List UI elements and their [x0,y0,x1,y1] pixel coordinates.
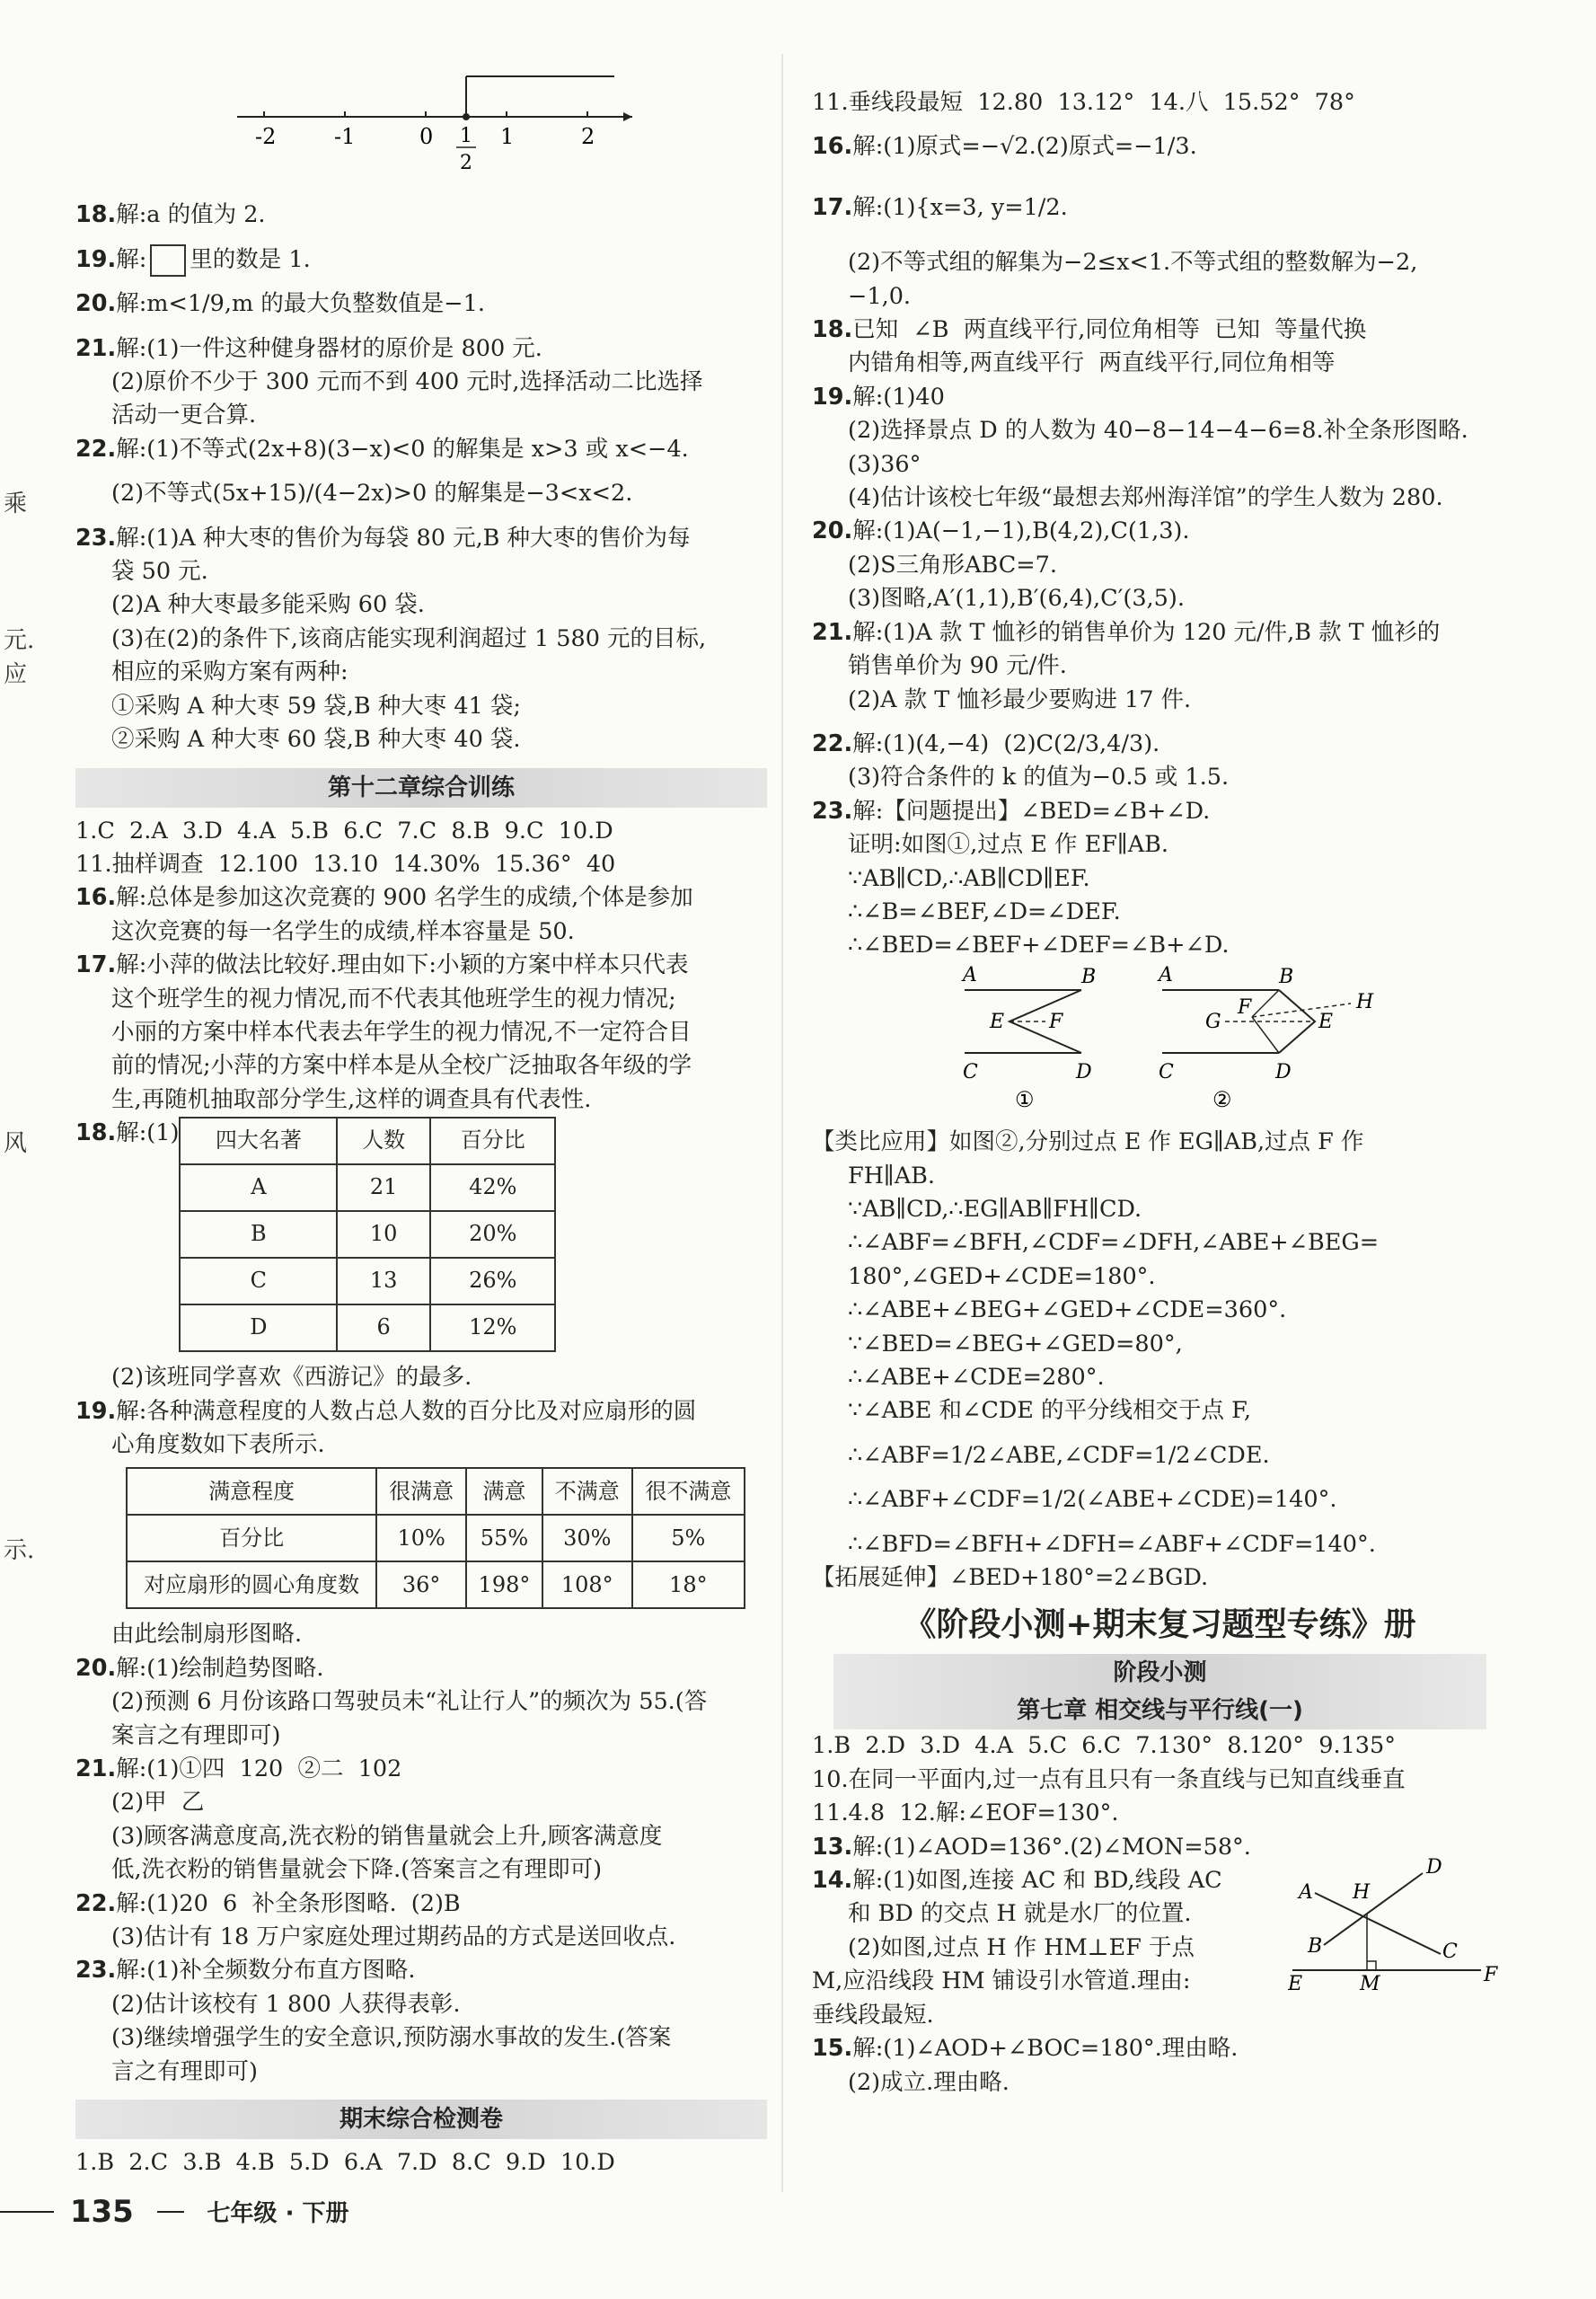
q-num: 20. [75,290,117,318]
blank-box [150,244,186,277]
left-column: -2 -1 0 1 2 1 2 18.解:a 的值为 2. 19.解: 里的数是 1. 20.解:m<1/9,m 的最大负整数值是−1. 21.解:(1)一件这种健身器材的原价是 800 元. (2)原价不少于 300 元而不到 400 元时,选择活动二比选择 活动一更合算. 22.解:(1)不等式(2x+8)(3−x)<0 的解集是 x>3 或 x<−4. (2)不等式(5x+15)/(4−2x)>0 的解集是−3<x<2. 23.解:(1)A 种大枣的售价为每袋 80 元,B 种大枣的售价为每 袋 50 元. (2)A 种大枣最多能采购 60 袋. (3)在(2)的条件下,该商店能实现利润超过 1 580 元的目标, 相应的采购方案有两种: ①采购 A 种大枣 59 袋,B 种大枣 41 袋; ②采购 A 种大枣 60 袋,B 种大枣 40 袋. 第十二章综合训练 1.C 2.A 3.D 4.A 5.B 6.C 7.C 8.B 9.C 10.D 11.抽样调查 12.100 13.10 14.30% 15.36° 40 16.解:总体是参加这次竞赛的 900 名学生的成绩,个体是参加 这次竞赛的每一名学生的成绩,样本容量是 50. 17.解:小萍的做法比较好.理由如下:小颖的方案中样本只代表 这个班学生的视力情况,而不代表其他班学生的视力情况; 小丽的方案中样本代表去年学生的视力情况,不一定符合目 前的情况;小萍的方案中样本是从全校广泛抽取各年级的学 生,再随机抽取部分学生,这样的调查具有代表性. 18.解:(1) 四大名著 人数 百分比 A 21 42% B 10 20% C 13 26% D 6 12% (2)该班同学喜欢《西游记》的最多. 19.解:各种满意程度的人数占总人数的百分比及对应扇形的圆 心角度数如下表所示. 满意程度 很满意 满意 不满意 很不满意 百分比 10% 55% 30% 5% 对应扇形的圆心角度数 36° 198° 108° 18° 由此绘制扇形图略. 20.解:(1)绘制趋势图略. (2)预测 6 月份该路口驾驶员未“礼让行人”的频次为 55.(答 案言之有理即可) 21.解:(1)①四 120 ②二 102 (2)甲 乙 (3)顾客满意度高,洗衣粉的销售量就会上升,顾客满意度 低,洗衣粉的销售量就会下降.(答案言之有理即可) 22.解:(1)20 6 补全条形图略. (2)B (3)估计有 18 万户家庭处理过期药品的方式是送回收点. 23.解:(1)补全频数分布直方图略. (2)估计该校有 1 800 人获得表彰. (3)继续增强学生的安全意识,预防溺水事故的发生.(答案 言之有理即可) 期末综合检测卷 1.B 2.C 3.B 4.B 5.D 6.A 7.D 8.C 9.D 10.D [75,81,767,2180]
section-title-ch12: 第十二章综合训练 [75,768,767,808]
tick-label: -2 [255,124,277,149]
geometry-figures [956,963,1423,1116]
svg-text:②: ② [1212,1086,1232,1112]
svg-text:M: M [1360,1973,1380,1991]
page-footer [0,2192,349,2230]
svg-text:A: A [1159,963,1173,986]
q-num: 22. [75,435,117,463]
q-num: 19. [75,245,117,273]
section-title-final: 期末综合检测卷 [75,2100,767,2139]
svg-text:C: C [963,1060,978,1083]
svg-text:B: B [1308,1935,1323,1959]
svg-text:H: H [1356,990,1374,1013]
svg-text:A: A [963,963,977,986]
right-column: 11.垂线段最短 12.80 13.12° 14.八 15.52° 78° 16.解:(1)原式=−√2.(2)原式=−1/3. 17.解:(1){x=3, y=1/2. (2)不等式组的解集为−2≤x<1.不等式组的整数解为−2, −1,0. 18.已知 ∠B 两直线平行,同位角相等 已知 等量代换 内错角相等,两直线平行 两直线平行,同位角相等 19.解:(1)40 (2)选择景点 D 的人数为 40−8−14−4−6=8.补全条形图略. (3)36° (4)估计该校七年级“最想去郑州海洋馆”的学生人数为 280. 20.解:(1)A(−1,−1),B(4,2),C(1,3). (2)S三角形ABC=7. (3)图略,A′(1,1),B′(6,4),C′(3,5). 21.解:(1)A 款 T 恤衫的销售单价为 120 元/件,B 款 T 恤衫的 销售单价为 90 元/件. (2)A 款 T 恤衫最少要购进 17 件. 22.解:(1)(4,−4) (2)C(2/3,4/3). (3)符合条件的 k 的值为−0.5 或 1.5. 23.解:【问题提出】∠BED=∠B+∠D. 证明:如图①,过点 E 作 EF∥AB. ∵AB∥CD,∴AB∥CD∥EF. ∴∠B=∠BEF,∠D=∠DEF. ∴∠BED=∠BEF+∠DEF=∠B+∠D. A B E F C D ① A B F H G E C D ② 【类比应用】如图②,分别过点 E 作 EG∥AB,过点 F 作 FH∥AB. ∵AB∥CD,∴EG∥AB∥FH∥CD. ∴∠ABF=∠BFH,∠CDF=∠DFH,∠ABE+∠BEG= 180°,∠GED+∠CDE=180°. ∴∠ABE+∠BEG+∠GED+∠CDE=360°. ∵∠BED=∠BEG+∠GED=80°, ∴∠ABE+∠CDE=280°. ∵∠ABE 和∠CDE 的平分线相交于点 F, ∴∠ABF=1/2∠ABE,∠CDF=1/2∠CDE. ∴∠ABF+∠CDF=1/2(∠ABE+∠CDE)=140°. ∴∠BFD=∠BFH+∠DFH=∠ABF+∠CDF=140°. 【拓展延伸】∠BED+180°=2∠BGD. 《阶段小测+期末复习题型专练》册 阶段小测 第七章 相交线与平行线(一) 1.B 2.D 3.D 4.A 5.C 6.C 7.130° 8.120° 9.135° 10.在同一平面内,过一点有且只有一条直线与已知直线垂直 11.4.8 12.解:∠EOF=130°. 13.解:(1)∠AOD=136°.(2)∠MON=58°. 14.解:(1)如图,连接 AC 和 BD,线段 AC 和 BD 的交点 H 就是水厂的位置. (2)如图,过点 H 作 HM⊥EF 于点 M,应沿线段 HM 铺设引水管道.理由: 垂线段最短. D A H B C E M F 15.解:(1)∠AOD+∠BOC=180°.理由略. (2)成立.理由略. [812,86,1508,2100]
margin-mark: 示. [4,1537,35,1564]
svg-text:H: H [1353,1881,1371,1905]
margin-mark: 乘 [4,491,28,517]
half-numerator: 1 [460,125,472,147]
svg-text:E: E [1318,1010,1334,1033]
svg-text:E: E [1288,1973,1303,1991]
table-four-classics: 四大名著 人数 百分比 A 21 42% B 10 20% C 13 26% D 6 12% [179,1117,556,1352]
stage-title: 阶段小测 [833,1654,1486,1692]
page-number: 135 [69,2193,134,2230]
half-denominator: 2 [460,152,472,174]
svg-text:D: D [1076,1060,1092,1083]
margin-mark: 元. [4,627,35,654]
column-divider [781,54,783,2192]
q-num: 21. [75,334,117,362]
svg-text:F: F [1238,995,1252,1019]
svg-text:E: E [990,1010,1005,1033]
svg-text:G: G [1205,1010,1221,1033]
svg-text:D: D [1426,1856,1442,1879]
svg-text:F: F [1049,1010,1063,1033]
svg-text:F: F [1484,1964,1498,1987]
margin-mark: 应 [4,661,28,688]
water-plant-figure [1288,1855,1512,1990]
book-title: 《阶段小测+期末复习题型专练》册 [904,1606,1416,1644]
svg-text:C: C [1159,1060,1174,1083]
margin-mark: 风 [4,1130,28,1157]
chapter-title: 第七章 相交线与平行线(一) [833,1692,1486,1729]
tick-label: 1 [500,124,515,149]
tick-label: 2 [581,124,595,149]
tick-label: -1 [334,124,356,149]
svg-text:B: B [1279,965,1294,988]
answer-text: 解:a 的值为 2. [116,201,266,229]
number-line-figure [237,72,704,189]
svg-text:A: A [1299,1881,1313,1905]
svg-text:D: D [1275,1060,1292,1083]
q-num: 18. [75,201,117,229]
svg-text:①: ① [1015,1086,1035,1112]
svg-text:C: C [1442,1941,1458,1964]
tick-label: 0 [419,124,434,149]
table-satisfaction: 满意程度 很满意 满意 不满意 很不满意 百分比 10% 55% 30% 5% 对应扇形的圆心角度数 36° 198° 108° 18° [126,1467,745,1609]
svg-text:B: B [1081,965,1097,988]
grade-label: 七年级 · 下册 [207,2200,349,2227]
q-num: 23. [75,524,117,552]
